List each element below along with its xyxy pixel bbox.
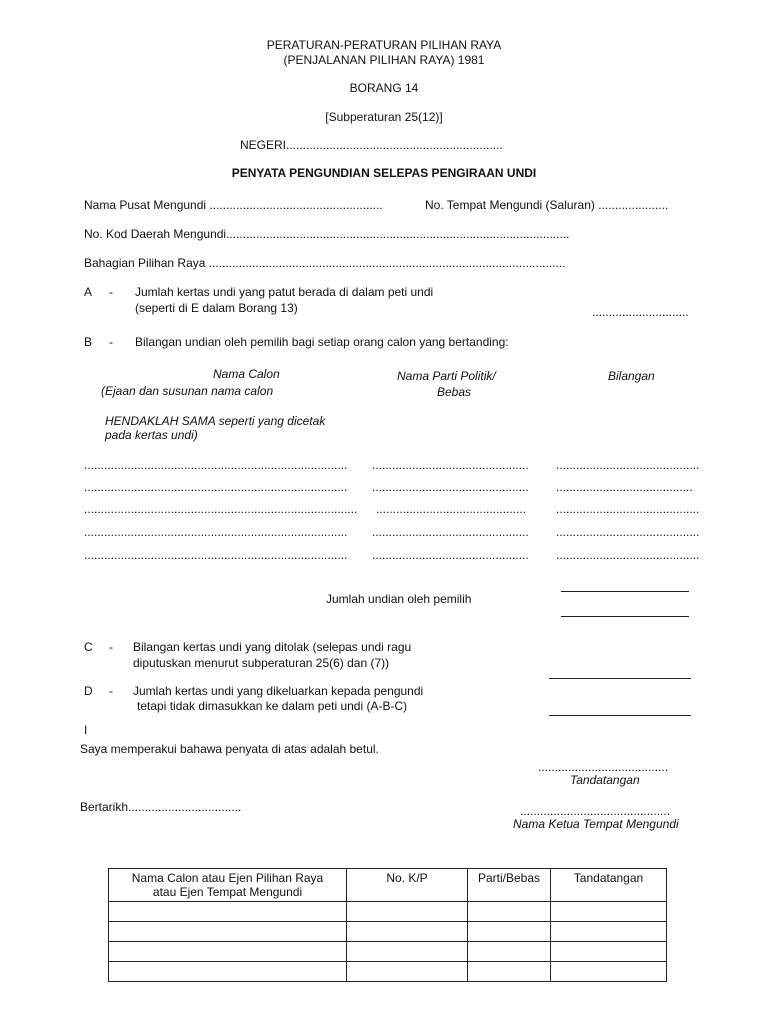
candidate-name-blank[interactable]: ............................................................................... bbox=[84, 548, 348, 562]
candidate-count-blank[interactable]: ........................................... bbox=[556, 548, 700, 562]
table-header-row bbox=[109, 869, 667, 902]
item-a-blank[interactable]: ............................. bbox=[592, 305, 689, 319]
table-cell[interactable] bbox=[551, 942, 667, 962]
candidate-name-blank[interactable]: ............................................................................... bbox=[84, 458, 348, 472]
pusat-mengundi-field[interactable]: Nama Pusat Mengundi .................................................... bbox=[84, 198, 383, 212]
regulation-title-line2: (PENJALANAN PILIHAN RAYA) 1981 bbox=[283, 53, 485, 67]
candidate-party-blank[interactable]: ............................................... bbox=[372, 548, 529, 562]
header-parti-bebas: Parti/Bebas bbox=[468, 869, 551, 902]
item-c-text-line2: diputuskan menurut subperaturan 25(6) dan (7)) bbox=[133, 656, 390, 670]
item-d-text-line1: Jumlah kertas undi yang dikeluarkan kepada pengundi bbox=[133, 684, 424, 698]
agent-signature-table bbox=[108, 868, 667, 982]
table-cell[interactable] bbox=[468, 942, 551, 962]
candidate-count-blank[interactable]: ........................................... bbox=[556, 502, 700, 516]
table-row bbox=[109, 922, 667, 942]
candidate-name-blank[interactable]: ............................................................................... bbox=[84, 525, 348, 539]
declaration-statement: Saya memperakui bahawa penyata di atas adalah betul. bbox=[80, 742, 379, 756]
table-row bbox=[109, 962, 667, 982]
table-cell[interactable] bbox=[347, 902, 468, 922]
col-nama-calon-note: (Ejaan dan susunan nama calon bbox=[101, 384, 274, 398]
item-a-dash: - bbox=[109, 285, 113, 299]
signature-blank[interactable]: ....................................... bbox=[538, 760, 669, 774]
item-c-text-line1: Bilangan kertas undi yang ditolak (selepas undi ragu bbox=[133, 640, 412, 654]
table-row bbox=[109, 942, 667, 962]
table-cell[interactable] bbox=[109, 922, 347, 942]
header-nama-calon-line1: Nama Calon atau Ejen Pilihan Raya bbox=[131, 871, 324, 885]
item-b-text: Bilangan undian oleh pemilih bagi setiap orang calon yang bertanding: bbox=[135, 335, 509, 349]
bahagian-field[interactable]: Bahagian Pilihan Raya ........................................................................................................... bbox=[84, 256, 566, 270]
ketua-name-blank[interactable]: ............................................. bbox=[520, 804, 671, 818]
form-number: BORANG 14 bbox=[349, 81, 419, 95]
candidate-count-blank[interactable]: ........................................... bbox=[556, 525, 700, 539]
item-b-dash: - bbox=[109, 335, 113, 349]
col-nama-calon: Nama Calon bbox=[213, 367, 280, 381]
item-d-letter: D bbox=[84, 684, 93, 698]
table-cell[interactable] bbox=[551, 922, 667, 942]
candidate-name-blank[interactable]: ............................................................................... bbox=[84, 480, 348, 494]
candidate-count-blank[interactable]: ......................................... bbox=[556, 480, 693, 494]
table-cell[interactable] bbox=[468, 902, 551, 922]
col-parti-line1: Nama Parti Politik/ bbox=[397, 369, 496, 383]
item-d-dash: - bbox=[109, 684, 113, 698]
header-no-kp: No. K/P bbox=[347, 869, 468, 902]
table-cell[interactable] bbox=[347, 922, 468, 942]
col-hendaklah-line1: HENDAKLAH SAMA seperti yang dicetak bbox=[105, 414, 326, 428]
subregulation-ref: [Subperaturan 25(12)] bbox=[325, 110, 443, 124]
total-bottom-rule[interactable] bbox=[561, 616, 689, 617]
regulation-title-line1: PERATURAN-PERATURAN PILIHAN RAYA bbox=[266, 38, 502, 52]
table-cell[interactable] bbox=[551, 902, 667, 922]
candidate-party-blank[interactable]: ............................................... bbox=[372, 525, 529, 539]
total-top-rule bbox=[561, 591, 689, 592]
header-tandatangan: Tandatangan bbox=[551, 869, 667, 902]
item-b-letter: B bbox=[84, 335, 93, 349]
table-cell[interactable] bbox=[468, 922, 551, 942]
col-bilangan: Bilangan bbox=[608, 369, 655, 383]
table-row bbox=[109, 902, 667, 922]
header-nama-calon bbox=[109, 869, 347, 902]
signature-label: Tandatangan bbox=[570, 773, 640, 787]
ketua-name-label: Nama Ketua Tempat Mengundi bbox=[513, 817, 679, 831]
form-title: PENYATA PENGUNDIAN SELEPAS PENGIRAAN UNDI bbox=[231, 166, 537, 180]
item-d-answer-line[interactable] bbox=[549, 715, 691, 716]
item-c-dash: - bbox=[109, 640, 113, 654]
col-parti-line2: Bebas bbox=[437, 385, 472, 399]
item-c-letter: C bbox=[84, 640, 93, 654]
table-cell[interactable] bbox=[551, 962, 667, 982]
date-field[interactable]: Bertarikh.................................. bbox=[80, 800, 242, 814]
header-nama-calon-line2: atau Ejen Tempat Mengundi bbox=[152, 885, 303, 899]
item-c-answer-line[interactable] bbox=[549, 678, 691, 679]
tempat-mengundi-field[interactable]: No. Tempat Mengundi (Saluran) ..................... bbox=[425, 198, 669, 212]
table-cell[interactable] bbox=[109, 902, 347, 922]
table-cell[interactable] bbox=[347, 962, 468, 982]
candidate-name-blank[interactable]: .................................................................................. bbox=[84, 502, 358, 516]
item-a-letter: A bbox=[84, 285, 93, 299]
table-cell[interactable] bbox=[109, 942, 347, 962]
declaration-marker: I bbox=[84, 723, 88, 737]
table-cell[interactable] bbox=[109, 962, 347, 982]
candidate-count-blank[interactable]: ........................................... bbox=[556, 458, 700, 472]
table-cell[interactable] bbox=[347, 942, 468, 962]
item-a-text-line1: Jumlah kertas undi yang patut berada di dalam peti undi bbox=[135, 285, 434, 299]
negeri-field[interactable]: NEGERI................................................................. bbox=[240, 138, 503, 152]
item-d-text-line2: tetapi tidak dimasukkan ke dalam peti undi (A-B-C) bbox=[137, 699, 408, 713]
candidate-party-blank[interactable]: ............................................... bbox=[372, 480, 529, 494]
candidate-party-blank[interactable]: ............................................... bbox=[372, 458, 529, 472]
candidate-party-blank[interactable]: ............................................. bbox=[376, 502, 527, 516]
jumlah-undian-label: Jumlah undian oleh pemilih bbox=[326, 592, 472, 606]
kod-daerah-field[interactable]: No. Kod Daerah Mengundi....................................................................................................... bbox=[84, 227, 570, 241]
col-hendaklah-line2: pada kertas undi) bbox=[105, 428, 198, 442]
item-a-text-line2: (seperti di E dalam Borang 13) bbox=[135, 301, 298, 315]
table-cell[interactable] bbox=[468, 962, 551, 982]
